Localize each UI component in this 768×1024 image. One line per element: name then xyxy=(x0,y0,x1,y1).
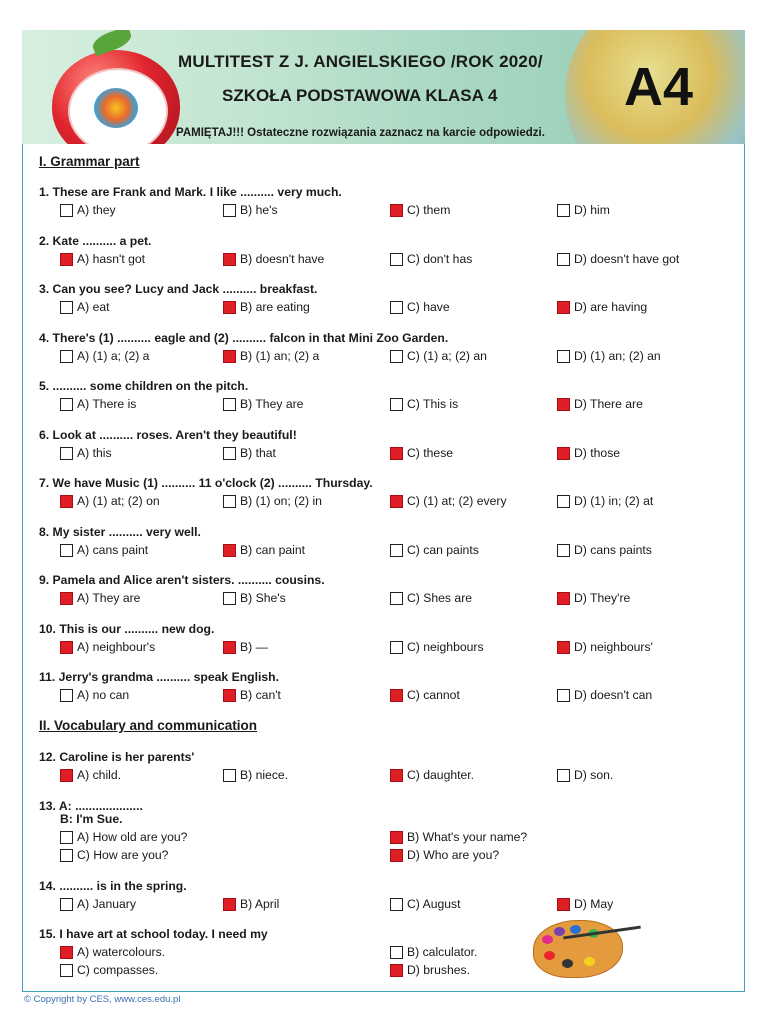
answer-label: B) doesn't have xyxy=(240,252,325,266)
school-level: SZKOŁA PODSTAWOWA KLASA 4 xyxy=(222,86,498,105)
answer-label: B) can't xyxy=(240,688,281,702)
checked-checkbox[interactable] xyxy=(60,592,73,605)
checkbox[interactable] xyxy=(390,301,403,314)
answer-option[interactable] xyxy=(557,397,643,411)
answer-label: B) that xyxy=(240,446,276,460)
answer-option[interactable] xyxy=(60,848,168,862)
answer-label: D) brushes. xyxy=(407,963,470,977)
checkbox[interactable] xyxy=(390,592,403,605)
answer-label: A) (1) a; (2) a xyxy=(77,349,150,363)
answer-label: C) Shes are xyxy=(407,591,473,605)
checkbox[interactable] xyxy=(60,898,73,911)
answer-option[interactable] xyxy=(390,768,474,782)
answer-option[interactable] xyxy=(390,349,487,363)
answer-option[interactable] xyxy=(223,203,278,217)
answer-option[interactable] xyxy=(60,963,158,977)
answer-option[interactable] xyxy=(223,397,303,411)
answer-option[interactable] xyxy=(60,688,129,702)
checked-checkbox[interactable] xyxy=(557,301,570,314)
answer-label: A) they xyxy=(77,203,116,217)
checked-checkbox[interactable] xyxy=(60,946,73,959)
answer-option[interactable] xyxy=(557,591,630,605)
answer-label: D) cans paints xyxy=(574,543,652,557)
answer-option[interactable] xyxy=(223,688,281,702)
answer-label: B) are eating xyxy=(240,300,310,314)
answer-option[interactable] xyxy=(390,446,453,460)
answer-label: C) them xyxy=(407,203,451,217)
answer-label: B) They are xyxy=(240,397,304,411)
answer-label: A) this xyxy=(77,446,112,460)
answer-option[interactable] xyxy=(60,494,160,508)
answer-option[interactable] xyxy=(390,543,479,557)
answer-label: C) have xyxy=(407,300,450,314)
checkbox[interactable] xyxy=(223,769,236,782)
answer-label: D) (1) an; (2) an xyxy=(574,349,661,363)
checked-checkbox[interactable] xyxy=(390,204,403,217)
answer-label: C) August xyxy=(407,897,461,911)
answer-label: A) neighbour's xyxy=(77,640,156,654)
answer-label: C) don't has xyxy=(407,252,473,266)
checked-checkbox[interactable] xyxy=(223,689,236,702)
answer-label: D) him xyxy=(574,203,610,217)
grade-label: A4 xyxy=(624,57,694,117)
checked-checkbox[interactable] xyxy=(390,849,403,862)
answer-option[interactable] xyxy=(60,446,112,460)
answer-label: B) calculator. xyxy=(407,945,478,959)
answer-label: D) There are xyxy=(574,397,643,411)
answer-option[interactable] xyxy=(390,897,461,911)
checked-checkbox[interactable] xyxy=(60,495,73,508)
question-text: 7. We have Music (1) .......... 11 o'clock (2) .......... Thursday. xyxy=(39,476,373,490)
checked-checkbox[interactable] xyxy=(223,253,236,266)
checked-checkbox[interactable] xyxy=(557,641,570,654)
answer-label: C) (1) a; (2) an xyxy=(407,349,487,363)
checkbox[interactable] xyxy=(223,495,236,508)
answer-option[interactable] xyxy=(223,897,279,911)
answer-option[interactable] xyxy=(557,446,620,460)
test-title: MULTITEST Z J. ANGIELSKIEGO /ROK 2020/ xyxy=(178,52,543,71)
answer-option[interactable] xyxy=(223,252,324,266)
answer-option[interactable] xyxy=(557,688,652,702)
answer-label: A) hasn't got xyxy=(77,252,146,266)
answer-label: D) (1) in; (2) at xyxy=(574,494,654,508)
answer-option[interactable] xyxy=(60,397,136,411)
question-text: 8. My sister .......... very well. xyxy=(39,525,201,539)
answer-option[interactable] xyxy=(390,591,472,605)
checkbox[interactable] xyxy=(223,447,236,460)
checked-checkbox[interactable] xyxy=(390,495,403,508)
checkbox[interactable] xyxy=(60,204,73,217)
answer-option[interactable] xyxy=(60,349,149,363)
question-text: 15. I have art at school today. I need my xyxy=(39,927,268,941)
checked-checkbox[interactable] xyxy=(557,898,570,911)
answer-label: C) How are you? xyxy=(77,848,169,862)
checkbox[interactable] xyxy=(390,946,403,959)
answer-option[interactable] xyxy=(557,203,610,217)
checked-checkbox[interactable] xyxy=(60,769,73,782)
checkbox[interactable] xyxy=(557,689,570,702)
checkbox[interactable] xyxy=(557,204,570,217)
answer-option[interactable] xyxy=(60,640,155,654)
checkbox[interactable] xyxy=(557,769,570,782)
checked-checkbox[interactable] xyxy=(390,447,403,460)
tree-icon xyxy=(94,88,138,128)
answer-option[interactable] xyxy=(223,543,305,557)
answer-option[interactable] xyxy=(557,349,661,363)
answer-option[interactable] xyxy=(60,897,136,911)
answer-label: B) he's xyxy=(240,203,278,217)
checkbox[interactable] xyxy=(390,544,403,557)
answer-option[interactable] xyxy=(557,897,613,911)
answer-label: C) compasses. xyxy=(77,963,159,977)
question-text: 3. Can you see? Lucy and Jack .......... breakfast. xyxy=(39,282,318,296)
answer-label: C) cannot xyxy=(407,688,460,702)
answer-label: B) She's xyxy=(240,591,286,605)
question-text: 12. Caroline is her parents' xyxy=(39,750,195,764)
answer-option[interactable] xyxy=(390,300,450,314)
answer-option[interactable] xyxy=(557,252,679,266)
answer-option[interactable] xyxy=(390,830,527,844)
checkbox[interactable] xyxy=(390,898,403,911)
answer-label: C) these xyxy=(407,446,454,460)
answer-label: D) are having xyxy=(574,300,648,314)
answer-label: C) can paints xyxy=(407,543,479,557)
answer-label: A) eat xyxy=(77,300,110,314)
question-text: 10. This is our .......... new dog. xyxy=(39,622,215,636)
answer-option[interactable] xyxy=(390,640,484,654)
copyright-footer: © Copyright by CES, www.ces.edu.pl xyxy=(24,994,181,1005)
answer-option[interactable] xyxy=(390,203,450,217)
answer-option[interactable] xyxy=(223,349,319,363)
answer-option[interactable] xyxy=(557,768,613,782)
checkbox[interactable] xyxy=(223,398,236,411)
checkbox[interactable] xyxy=(390,641,403,654)
checkbox[interactable] xyxy=(60,831,73,844)
question-text: 5. .......... some children on the pitch. xyxy=(39,379,249,393)
answer-option[interactable] xyxy=(60,945,165,959)
checked-checkbox[interactable] xyxy=(557,592,570,605)
answer-label: B) can paint xyxy=(240,543,306,557)
answer-label: A) They are xyxy=(77,591,141,605)
checked-checkbox[interactable] xyxy=(223,641,236,654)
answer-option[interactable] xyxy=(390,688,460,702)
answer-option[interactable] xyxy=(557,494,653,508)
checked-checkbox[interactable] xyxy=(557,447,570,460)
answer-label: D) They're xyxy=(574,591,631,605)
checkbox[interactable] xyxy=(557,350,570,363)
answer-note: PAMIĘTAJ!!! Ostateczne rozwiązania zaznacz na karcie odpowiedzi. xyxy=(176,127,545,139)
answer-option[interactable] xyxy=(60,768,121,782)
checked-checkbox[interactable] xyxy=(390,831,403,844)
answer-label: C) This is xyxy=(407,397,459,411)
checked-checkbox[interactable] xyxy=(557,398,570,411)
question-text: 9. Pamela and Alice aren't sisters. .......... cousins. xyxy=(39,573,325,587)
answer-label: D) doesn't can xyxy=(574,688,653,702)
answer-option[interactable] xyxy=(390,397,458,411)
answer-option[interactable] xyxy=(60,591,140,605)
answer-label: D) son. xyxy=(574,768,614,782)
answer-option[interactable] xyxy=(390,963,470,977)
answer-option[interactable] xyxy=(390,252,472,266)
question-text: 14. .......... is in the spring. xyxy=(39,879,187,893)
answer-label: C) neighbours xyxy=(407,640,484,654)
answer-label: B) (1) on; (2) in xyxy=(240,494,322,508)
answer-option[interactable] xyxy=(60,252,145,266)
checked-checkbox[interactable] xyxy=(223,544,236,557)
checkbox[interactable] xyxy=(557,495,570,508)
answer-option[interactable] xyxy=(60,203,116,217)
answer-option[interactable] xyxy=(390,848,499,862)
checkbox[interactable] xyxy=(60,350,73,363)
answer-label: D) those xyxy=(574,446,621,460)
answer-label: B) April xyxy=(240,897,280,911)
checked-checkbox[interactable] xyxy=(60,253,73,266)
answer-label: B) (1) an; (2) a xyxy=(240,349,320,363)
answer-label: A) (1) at; (2) on xyxy=(77,494,160,508)
answer-label: D) Who are you? xyxy=(407,848,500,862)
answer-label: B) — xyxy=(240,640,268,654)
answer-label: C) daughter. xyxy=(407,768,475,782)
checked-checkbox[interactable] xyxy=(390,689,403,702)
answer-option[interactable] xyxy=(390,494,507,508)
answer-option[interactable] xyxy=(223,300,310,314)
checkbox[interactable] xyxy=(390,350,403,363)
question-text: 2. Kate .......... a pet. xyxy=(39,234,152,248)
answer-option[interactable] xyxy=(557,543,652,557)
answer-option[interactable] xyxy=(60,543,148,557)
checked-checkbox[interactable] xyxy=(60,641,73,654)
answer-option[interactable] xyxy=(223,768,288,782)
question-text: 11. Jerry's grandma .......... speak English. xyxy=(39,670,279,684)
checkbox[interactable] xyxy=(60,689,73,702)
answer-label: A) watercolours. xyxy=(77,945,166,959)
question-text-line2: B: I'm Sue. xyxy=(60,812,123,826)
checked-checkbox[interactable] xyxy=(223,898,236,911)
checkbox[interactable] xyxy=(390,253,403,266)
checkbox[interactable] xyxy=(557,544,570,557)
answer-label: A) There is xyxy=(77,397,137,411)
checkbox[interactable] xyxy=(557,253,570,266)
checked-checkbox[interactable] xyxy=(390,964,403,977)
checkbox[interactable] xyxy=(60,964,73,977)
checkbox[interactable] xyxy=(60,849,73,862)
question-text: 6. Look at .......... roses. Aren't they beautiful! xyxy=(39,428,297,442)
answer-option[interactable] xyxy=(60,300,110,314)
answer-option[interactable] xyxy=(557,640,653,654)
checked-checkbox[interactable] xyxy=(223,350,236,363)
answer-label: A) January xyxy=(77,897,136,911)
checkbox[interactable] xyxy=(60,398,73,411)
question-text: 1. These are Frank and Mark. I like .......... very much. xyxy=(39,185,342,199)
answer-label: A) no can xyxy=(77,688,130,702)
answer-label: A) child. xyxy=(77,768,122,782)
checked-checkbox[interactable] xyxy=(223,301,236,314)
answer-option[interactable] xyxy=(557,300,647,314)
answer-label: D) doesn't have got xyxy=(574,252,680,266)
checkbox[interactable] xyxy=(60,301,73,314)
answer-label: B) niece. xyxy=(240,768,289,782)
answer-option[interactable] xyxy=(60,830,187,844)
answer-label: D) May xyxy=(574,897,614,911)
section-vocab: II. Vocabulary and communication xyxy=(39,718,258,733)
checked-checkbox[interactable] xyxy=(390,769,403,782)
checkbox[interactable] xyxy=(60,544,73,557)
answer-label: A) cans paint xyxy=(77,543,149,557)
answer-option[interactable] xyxy=(223,640,268,654)
paint-palette-image xyxy=(533,920,623,978)
section-grammar: I. Grammar part xyxy=(39,154,140,169)
checkbox[interactable] xyxy=(60,447,73,460)
answer-label: B) What's your name? xyxy=(407,830,528,844)
question-text: 13. A: .................... xyxy=(39,799,143,813)
checkbox[interactable] xyxy=(390,398,403,411)
answer-label: A) How old are you? xyxy=(77,830,188,844)
answer-option[interactable] xyxy=(390,945,477,959)
checkbox[interactable] xyxy=(223,592,236,605)
answer-option[interactable] xyxy=(223,446,276,460)
checkbox[interactable] xyxy=(223,204,236,217)
answer-option[interactable] xyxy=(223,591,286,605)
answer-label: C) (1) at; (2) every xyxy=(407,494,507,508)
answer-label: D) neighbours' xyxy=(574,640,653,654)
answer-option[interactable] xyxy=(223,494,322,508)
question-text: 4. There's (1) .......... eagle and (2) .......... falcon in that Mini Zoo Garden. xyxy=(39,331,449,345)
